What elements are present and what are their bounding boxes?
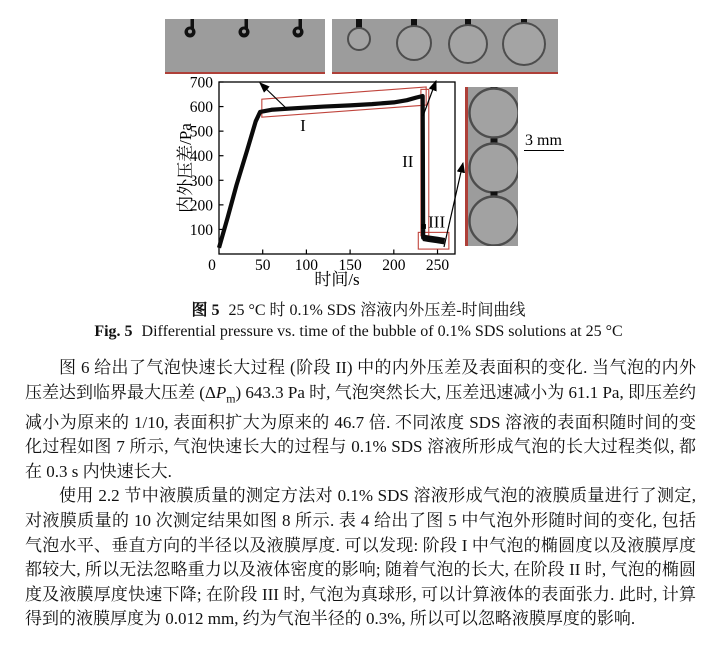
caption-en-text: Differential pressure vs. time of the bubble of 0.1% SDS solutions at 25 °C <box>141 323 623 340</box>
phase-label: III <box>428 212 446 232</box>
x-tick-label: 150 <box>338 257 362 274</box>
y-tick-label: 700 <box>189 74 213 92</box>
y-tick-label: 600 <box>189 99 213 117</box>
x-tick-label: 250 <box>425 257 450 274</box>
annotation-arrow <box>423 81 436 116</box>
isolated-data-point <box>421 224 426 229</box>
figure-caption <box>0 297 717 341</box>
scale-bar-label: 3 mm <box>525 132 562 149</box>
caption-zh-text: 25 °C 时 0.1% SDS 溶液内外压差-时间曲线 <box>228 302 526 319</box>
annotation-arrow <box>444 163 463 247</box>
caption-en <box>0 323 717 341</box>
phase-label: I <box>300 116 306 136</box>
caption-en-label: Fig. 5 <box>94 323 133 340</box>
y-tick-label: 400 <box>189 148 213 166</box>
x-tick-label: 200 <box>382 257 406 274</box>
x-tick-label: 0 <box>208 257 216 274</box>
pressure-time-chart <box>0 0 717 296</box>
caption-zh <box>0 297 717 320</box>
y-axis-label: 内外压差/Pa <box>176 123 195 213</box>
x-axis-label: 时间/s <box>314 270 360 289</box>
body-text <box>25 356 696 632</box>
x-tick-label: 100 <box>294 257 319 274</box>
pressure-curve <box>219 96 445 248</box>
caption-zh-label: 图 5 <box>191 302 220 319</box>
paragraph-2: 使用 2.2 节中液膜质量的测定方法对 0.1% SDS 溶液形成气泡的液膜质量进行了测定, 对液膜质量的 10 次测定结果如图 8 所示. 表 4 给出了图 5 中气泡外形随时间的变化, 包括气泡水平、垂直方向的半径以及液膜厚度. 可以发现: 阶段 I 中气泡的椭圆度以及液膜厚度都较大, 所以无法忽略重力以及液体密度的影响; 随着气泡的长大, 在阶段 II 时, 气泡的椭圆度及液膜厚度快速下降; 在阶段 III 时, 气泡为真球形, 可以计算液体的表面张力. 此时, 计算得到的液膜厚度为 0.012 mm, 约为气泡半径的 0.3%, 所以可以忽略液膜厚度的影响. <box>25 486 696 629</box>
y-tick-label: 200 <box>189 197 213 215</box>
annotation-arrow <box>260 83 287 109</box>
y-tick-label: 500 <box>189 123 213 141</box>
y-tick-label: 100 <box>189 221 213 239</box>
phase-iii-segment <box>423 238 444 241</box>
paragraph-1: 图 6 给出了气泡快速长大过程 (阶段 II) 中的内外压差及表面积的变化. 当气泡的内外压差达到临界最大压差 $(\Delta P_m)$ 643.3 Pa 时, 气泡突然长大, 压差迅速减小为 61.1 Pa, 即压差约减小为原来的 1/10, 表面积扩大为原来的 46.7 倍. 不同浓度 SDS 溶液的表面积随时间的变化过程如图 7 所示, 气泡快速长大的过程与 0.1% SDS 溶液所形成气泡的长大过程类似, 都在 0.3 s 内快速长大. <box>25 358 696 481</box>
x-tick-label: 50 <box>254 257 271 274</box>
phase-label: II <box>402 151 414 171</box>
y-tick-label: 300 <box>189 172 213 190</box>
